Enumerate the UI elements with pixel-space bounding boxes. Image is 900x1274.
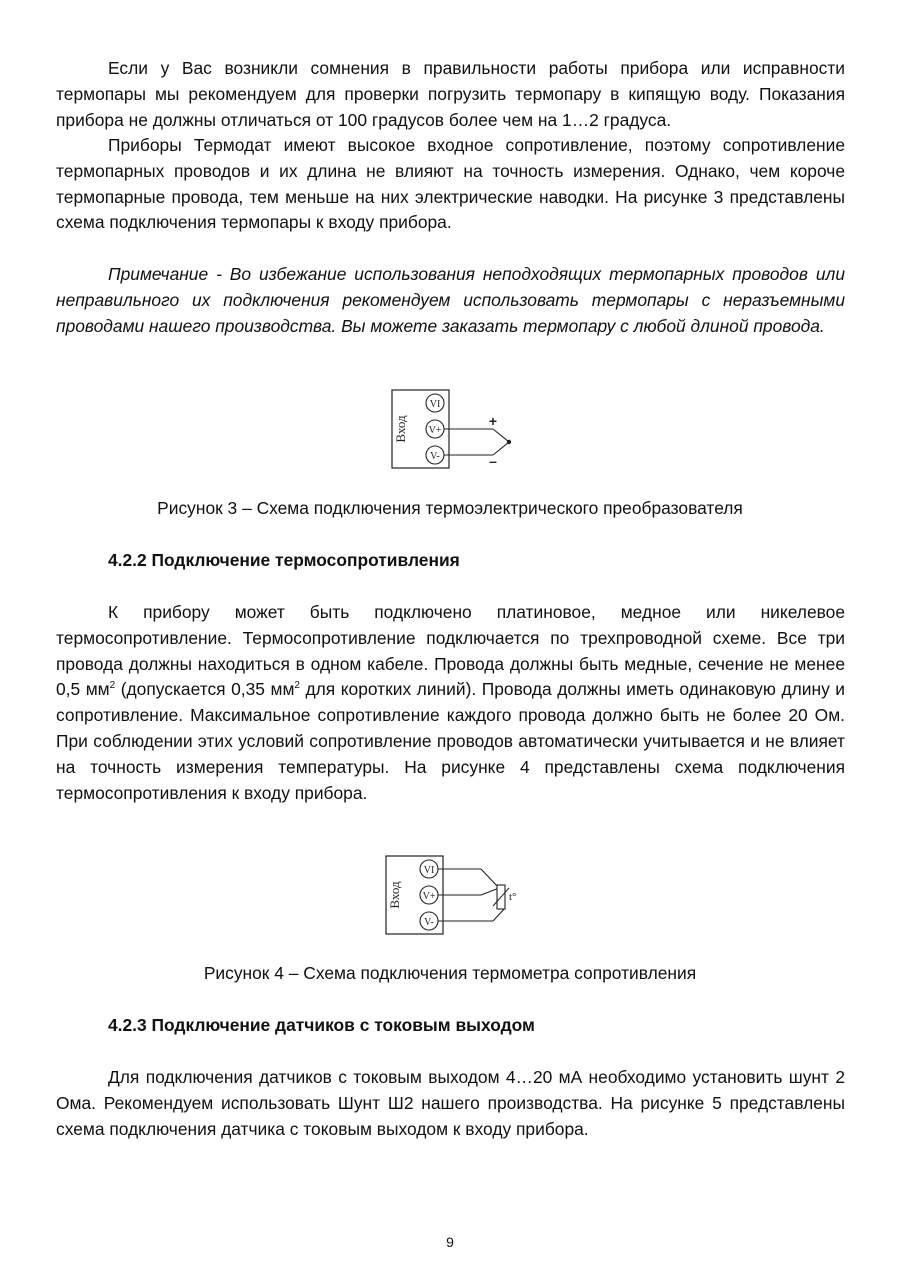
terminal-v-minus-label: V- [424,917,434,928]
figure-3-caption: Рисунок 3 – Схема подключения термоэлектрического преобразователя [157,498,743,518]
rtd-schematic [381,854,526,938]
wire-v-plus-diag [481,888,499,895]
paragraph-current-output: Для подключения датчиков с токовым выходом 4…20 мА необходимо установить шунт 2 Ома. Рекомендуем использовать Шунт Ш2 нашего производства. На рисунке 5 представлены схема подключения датчика с токовым выходом к входу прибора. [56,1067,845,1139]
rtd-text-part3: для коротких линий). Провода должны иметь одинаковую длину и сопротивление. Максимальное сопротивление каждого провода должно быть не более 20 Ом. При соблюдении этих условий сопротивление проводов автоматически учитывается и не влияет на точность измерения температуры. На рисунке 4 представлены схема подключения термосопротивления к входу прибора. [56,679,846,803]
section-heading-4-2-2: 4.2.2 Подключение термосопротивления [108,550,460,570]
note-paragraph: Примечание - Во избежание использования неподходящих термопарных проводов или неправильного их подключения рекомендуем использовать термопары с неразъемными проводами нашего производства. Вы можете заказать термопару с любой длиной провода. [56,264,845,336]
terminal-v-plus-label: V+ [428,425,442,436]
terminal-v-minus-label: V- [430,451,440,462]
superscript-2: 2 [294,680,300,692]
page-number: 9 [446,1234,454,1250]
thermocouple-schematic [385,388,525,472]
section-heading-4-2-3: 4.2.3 Подключение датчиков с токовым выходом [108,1015,535,1035]
paragraph-rtd-connection [56,600,845,806]
figure-3-thermocouple-diagram [385,388,525,472]
superscript-1: 2 [109,680,116,692]
terminal-vi-label: VI [429,399,441,410]
sensor-label: t° [509,891,517,903]
rtd-text-part1: К прибору может быть подключено платиновое, медное или никелевое термосопротивление. Термосопротивление подключается по трехпроводной схеме. Все три провода должны находиться в одном кабеле. Провода должны быть медные, сечение не менее 0,5 мм [56,602,845,700]
minus-sign: – [489,453,497,469]
input-label: Вход [387,881,402,909]
paragraph-input-resistance: Приборы Термодат имеют высокое входное сопротивление, поэтому сопротивление термопарных проводов и их длина не влияют на точность измерения. Однако, чем короче термопарные провода, тем меньше на них электрические наводки. На рисунке 3 представлены схема подключения термопары к входу прибора. [56,135,845,233]
junction-line-top [493,429,509,442]
terminal-vi-label: VI [423,865,435,876]
wire-vi-diag [481,869,499,888]
terminal-v-plus-label: V+ [422,891,436,902]
thermocouple-junction [507,440,511,444]
paragraph-thermocouple-check: Если у Вас возникли сомнения в правильности работы прибора или исправности термопары мы рекомендуем для проверки погрузить термопару в кипящую воду. Показания прибора не должны отличаться от 100 градусов более чем на 1…2 градуса. [56,58,845,130]
wire-v-minus-diag [493,908,505,921]
rtd-text-part2: (допускается 0,35 мм [115,679,295,700]
figure-4-caption: Рисунок 4 – Схема подключения термометра сопротивления [203,963,697,983]
input-label: Вход [393,415,408,443]
figure-4-rtd-diagram [381,854,526,938]
plus-sign: + [488,413,498,429]
